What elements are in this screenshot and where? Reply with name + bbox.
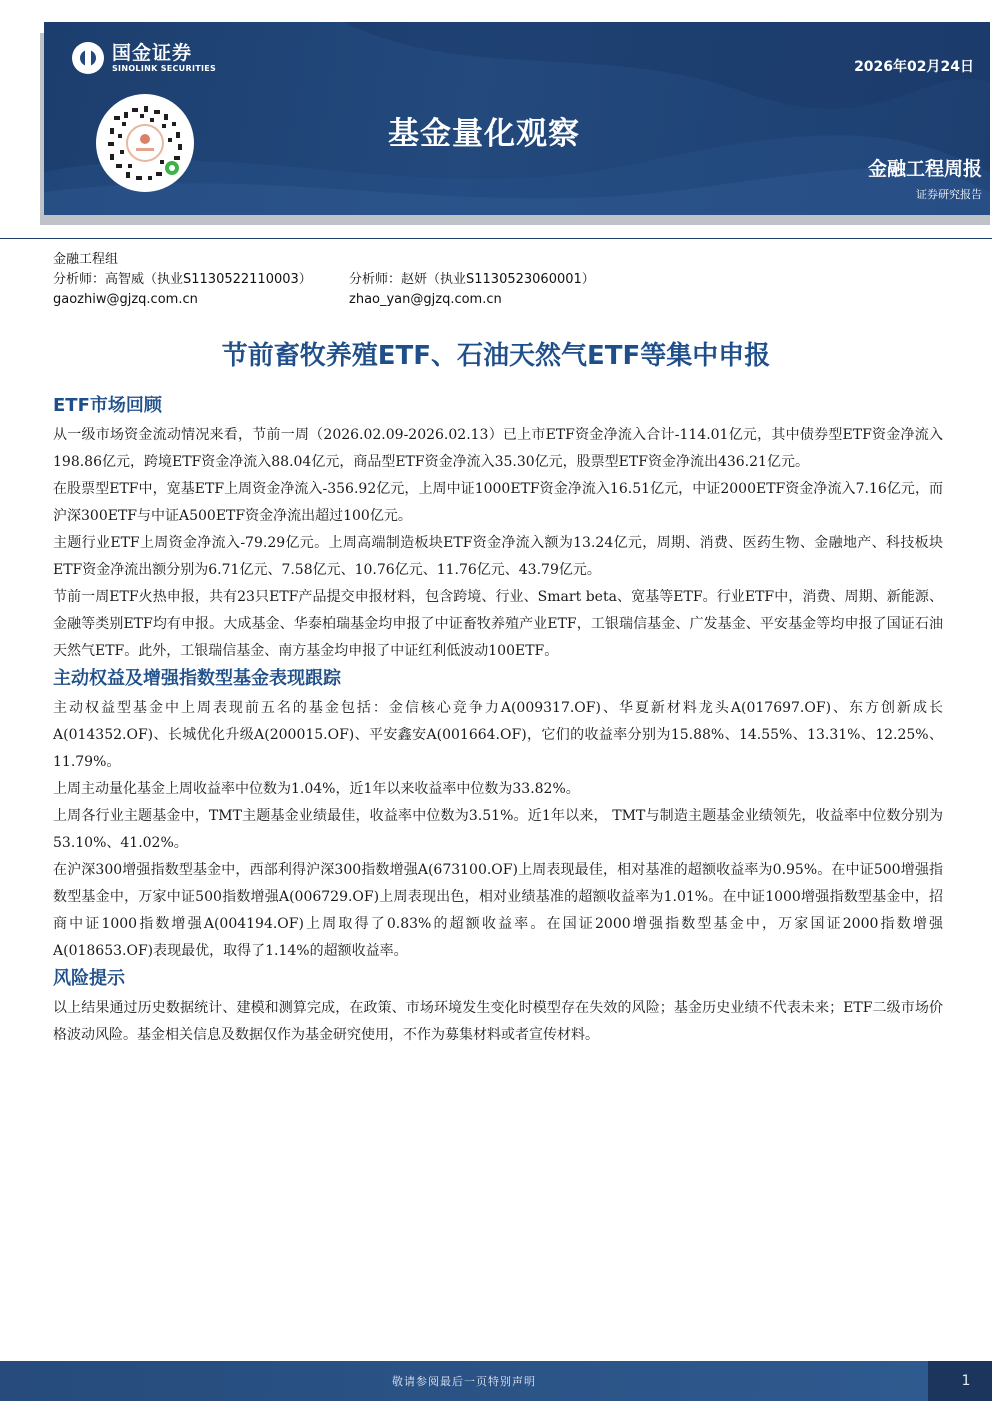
analyst-2: 分析师：赵妍（执业S1130523060001）: [349, 272, 595, 287]
section-title: 风险提示: [53, 968, 125, 989]
qr-code-icon: [96, 94, 194, 192]
logo-name-cn: 国金证券: [112, 42, 193, 64]
paragraph: 以上结果通过历史数据统计、建模和测算完成，在政策、市场环境发生变化时模型存在失效的风险；基金历史业绩不代表未来；ETF二级市场价格波动风险。基金相关信息及数据仅作为基金研究使用，不作为募集材料或者宣传材料。: [53, 1000, 943, 1043]
paragraph: 从一级市场资金流动情况来看，节前一周（2026.02.09-2026.02.13）已上市ETF资金净流入合计-114.01亿元，其中债券型ETF资金净流入198.86亿元，跨境ETF资金净流入88.04亿元，商品型ETF资金净流入35.30亿元，股票型ETF资金净流出436.21亿元。: [53, 427, 943, 470]
analyst-2-email[interactable]: zhao_yan@gjzq.com.cn: [349, 292, 502, 307]
author-group: 金融工程组: [53, 252, 119, 267]
paragraph: 主动权益型基金中上周表现前五名的基金包括：金信核心竞争力A(009317.OF)、华夏新材料龙头A(017697.OF)、东方创新成长A(014352.OF)、长城优化升级A(200015.OF)、平安鑫安A(001664.OF)，它们的收益率分别为15.88%、14.55%、13.31%、12.25%、11.79%。: [53, 700, 943, 770]
author-block: [53, 250, 595, 310]
header-divider: [0, 238, 992, 239]
paragraph: 节前一周ETF火热申报，共有23只ETF产品提交申报材料，包含跨境、行业、Smart beta、宽基等ETF。行业ETF中，消费、周期、新能源、金融等类别ETF均有申报。大成基金、华泰柏瑞基金均申报了中证畜牧养殖产业ETF，工银瑞信基金、广发基金、平安基金等均申报了国证石油天然气ETF。此外，工银瑞信基金、南方基金均申报了中证红利低波动100ETF。: [53, 589, 943, 659]
paragraph: 在沪深300增强指数型基金中，西部利得沪深300指数增强A(673100.OF)上周表现最佳，相对基准的超额收益率为0.95%。在中证500增强指数型基金中，万家中证500指数增强A(006729.OF)上周表现出色，相对业绩基准的超额收益率为1.01%。在中证1000增强指数型基金中，招商中证1000指数增强A(004194.OF)上周取得了0.83%的超额收益率。在国证2000增强指数型基金中，万家国证2000指数增强A(018653.OF)表现最优，取得了1.14%的超额收益率。: [53, 862, 943, 959]
logo-mark-icon: [72, 42, 104, 74]
paragraph: 在股票型ETF中，宽基ETF上周资金净流入-356.92亿元，上周中证1000ETF资金净流入16.51亿元，中证2000ETF资金净流入7.16亿元，而沪深300ETF与中证A500ETF资金净流出超过100亿元。: [53, 481, 943, 524]
paragraph: 上周主动量化基金上周收益率中位数为1.04%，近1年以来收益率中位数为33.82%。: [53, 781, 580, 797]
section-active-equity: [53, 665, 943, 965]
analyst-1: 分析师：高智威（执业S1130522110003）: [53, 272, 312, 287]
paragraph: 主题行业ETF上周资金净流入-79.29亿元。上周高端制造板块ETF资金净流入额为13.24亿元，周期、消费、医药生物、金融地产、科技板块ETF资金净流出额分别为6.71亿元、7.58亿元、10.76亿元、11.76亿元、43.79亿元。: [53, 535, 943, 578]
section-etf-review: [53, 392, 943, 665]
page-number: 1: [928, 1361, 992, 1401]
logo-name-en: SINOLINK SECURITIES: [112, 64, 217, 73]
report-date: 2026年02月24日: [854, 59, 974, 75]
header-banner: [44, 22, 990, 215]
report-title: 基金量化观察: [388, 116, 580, 152]
report-type: 金融工程周报: [867, 158, 982, 180]
analyst-1-email[interactable]: gaozhiw@gjzq.com.cn: [53, 292, 198, 307]
section-risk-warning: [53, 965, 943, 1049]
section-title: ETF市场回顾: [53, 395, 162, 416]
footer-disclaimer-note: 敬请参阅最后一页特别声明: [392, 1375, 536, 1388]
report-body: [53, 392, 943, 1049]
section-title: 主动权益及增强指数型基金表现跟踪: [53, 668, 341, 689]
footer-bar: [0, 1361, 928, 1401]
paragraph: 上周各行业主题基金中，TMT主题基金业绩最佳，收益率中位数为3.51%。近1年以来， TMT与制造主题基金业绩领先，收益率中位数分别为53.10%、41.02%。: [53, 808, 943, 851]
report-headline: 节前畜牧养殖ETF、石油天然气ETF等集中申报: [221, 341, 771, 371]
report-subtype: 证券研究报告: [916, 188, 982, 201]
company-logo: [72, 42, 216, 74]
